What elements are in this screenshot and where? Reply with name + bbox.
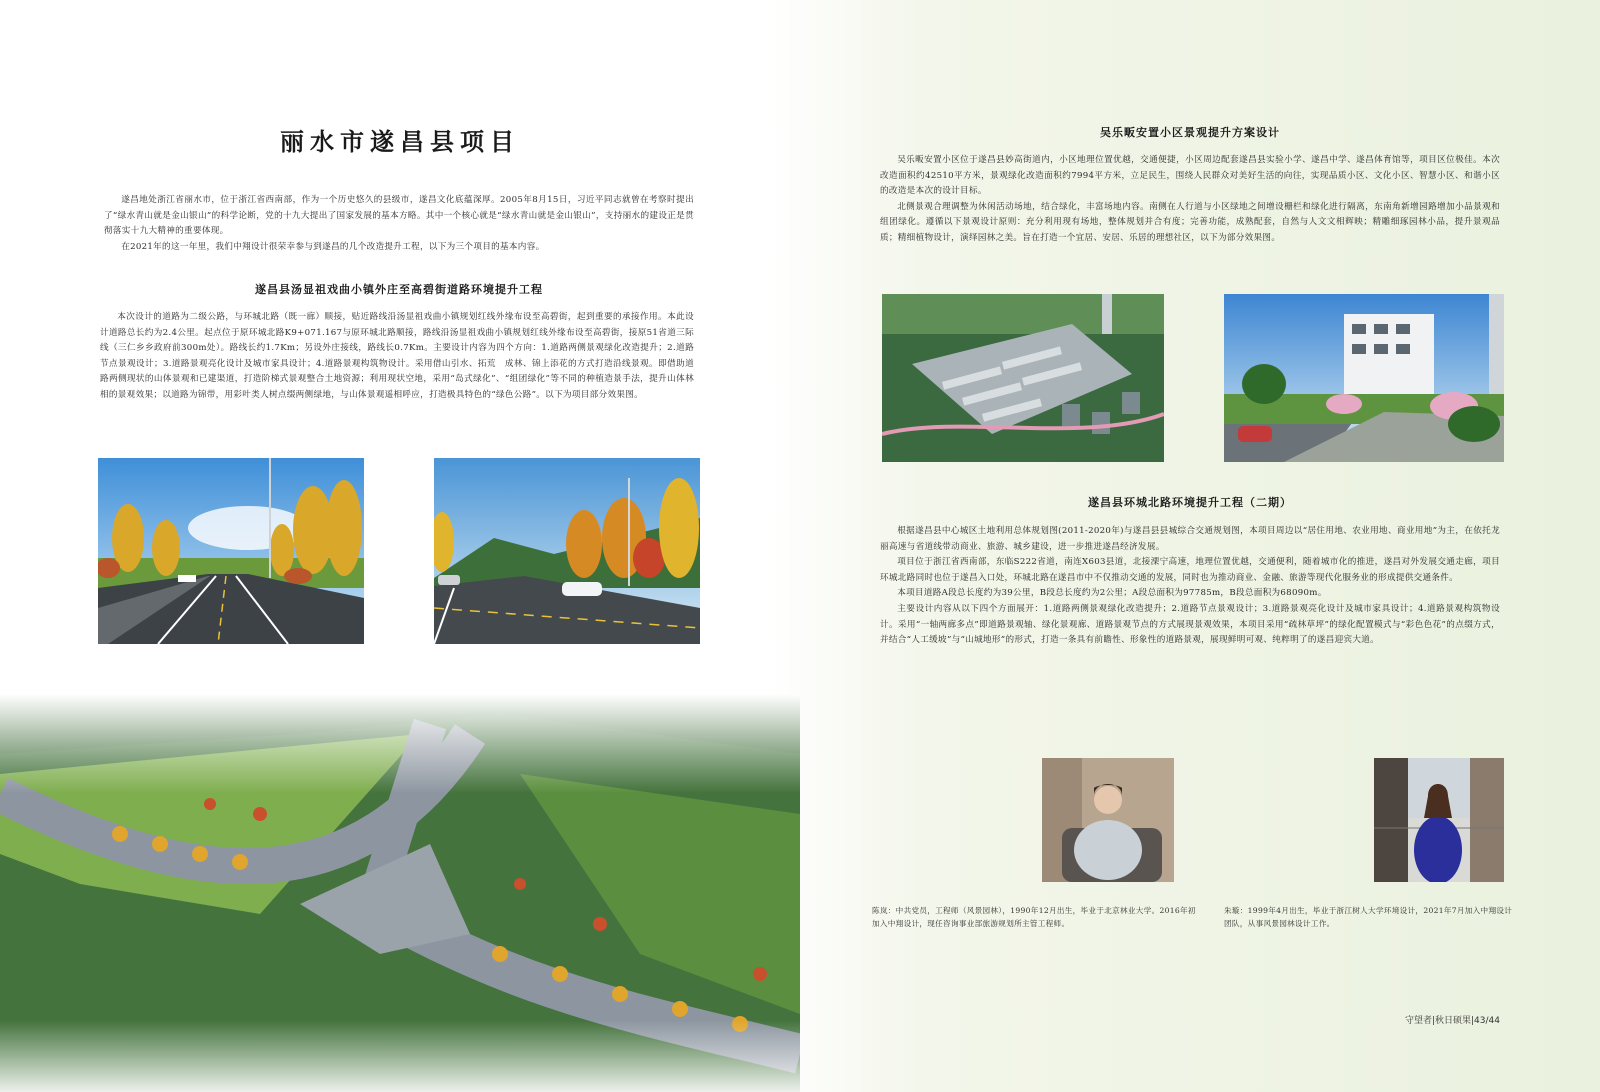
aerial-road-rendering-image bbox=[0, 694, 800, 1092]
section-paragraph: 本项目道路A段总长度约为39公里，B段总长度约为2公里；A段总面积为97785m，B段总面积为68090m。 bbox=[897, 588, 1327, 599]
section-paragraph: 主要设计内容从以下四个方面展开：1.道路两侧景观绿化改造提升；2.道路节点景观设计；3.道路景观亮化设计及城市家具设计；4.道路景观构筑物设计。采用“一轴两廊多点”即道路景观轴、绿化景观廊、道路景观节点的方式展现景观效果，本项目采用“疏林草坪”的绿化配置模式与“彩色色花”的点缀方式，并结合“人工缓坡”与“山城地形”的形式，打造一条具有前瞻性、形象性的道路景观，展现鲜明可观、纯粹明了的遂昌迎宾大道。 bbox=[880, 603, 1500, 646]
section-paragraph: 吴乐畈安置小区位于遂昌县妙高街道内，小区地理位置优越，交通便捷，小区周边配套遂昌县实验小学、遂昌中学、遂昌体育馆等，项目区位极佳。本次改造面积约42510平方米，景观绿化改造面积约7994平方米，立足民生，围绕人民群众对美好生活的向往，实现品质小区、文化小区、智慧小区、和谐小区的改造是本次的设计目标。 bbox=[880, 155, 1500, 197]
right-page bbox=[800, 0, 1600, 1092]
page-footer: 守望者|秋日硕果|43/44 bbox=[1404, 1016, 1500, 1026]
section-paragraph: 根据遂昌县中心城区土地利用总体规划图(2011-2020年)与遂昌县县城综合交通规划图，本项目周边以“居住用地、农业用地、商业用地”为主，在依托龙丽高速与省道线带动商业、旅游、城乡建设，进一步推进遂昌经济发展。 bbox=[880, 526, 1500, 552]
residential-aerial-image bbox=[882, 294, 1164, 462]
portrait-photo-2 bbox=[1374, 758, 1504, 882]
section-paragraph: 北侧景观合理调整为休闲活动场地，结合绿化，丰富场地内容。南侧在人行道与小区绿地之间增设栅栏和绿化进行隔离，东南角新增园路增加小品景观和组团绿化。遵循以下景观设计原则：充分利用现有场地，整体规划并合有度；完善功能，成熟配套，自然与人文文相辉映；精雕细琢园林小品，提升景观品质；精细植物设计，演绎园林之美。旨在打造一个宜居、安居、乐居的理想社区，以下为部分效果图。 bbox=[880, 201, 1500, 243]
road-rendering-image-1 bbox=[98, 458, 364, 644]
section-paragraph: 本次设计的道路为二级公路，与环城北路（既一廊）顺接，贴近路线沿汤显祖戏曲小镇规划红线外缘布设至高碧街，起到重要的承接作用。本此设计道路总长约为2.4公里。起点位于原环城北路K9+071.167与原环城北路顺接，路线沿汤显祖戏曲小镇规划红线外缘布设至高碧街，接原51省道三际线（三仁乡乡政府前300m处）。路线长约1.7Km；另设外庄接线，路线长0.7Km。主要设计内容为四个方向：1.道路两侧景观绿化改造提升；2.道路节点景观设计；3.道路景观亮化设计及城市家具设计；4.道路景观构筑物设计。采用借山引水、拓荒 成林、锦上添花的方式打造沿线景观。即借助道路两侧现状的山体景观和已建渠道，打造阶梯式景观整合土地资源；利用现状空地，采用“岛式绿化”、“组团绿化”等不同的种植造景手法，提升山体林相的景观效果；以道路为锦带，用彩叶类人树点缀两侧绿地，与山体景观遥相呼应，打造极具特色的“绿色公路”。以下为项目部分效果图。 bbox=[100, 312, 694, 400]
section-paragraph: 项目位于浙江省西南部，东临S222省道，南连X603县道，北接溧宁高速，地理位置优越，交通便利，随着城市化的推进，遂昌对外发展交通走廊，项目环城北路同时也位于遂昌入口处，环城北路在遂昌市中不仅推动交通的发展，同时也为推动商业、金融、旅游等现代化服务业的形成提供交通条件。 bbox=[880, 557, 1500, 583]
portrait-photo-1 bbox=[1042, 758, 1174, 882]
caption-zhu-xuan: 朱璇：1999年4月出生，毕业于浙江树人大学环境设计，2021年7月加入中翔设计团队，从事风景园林设计工作。 bbox=[1224, 906, 1513, 928]
intro-paragraph: 遂昌地处浙江省丽水市，位于浙江省西南部，作为一个历史悠久的县级市，遂昌文化底蕴深厚。2005年8月15日，习近平同志就曾在考察时提出了“绿水青山就是金山银山”的科学论断，党的十九大提出了国家发展的基本方略。其中一个核心就是“绿水青山就是金山银山”，支持丽水的建设正是贯彻落实十九大精神的重要体现。 bbox=[104, 195, 694, 237]
caption-chen-lan: 陈岚：中共党员，工程师（风景园林），1990年12月出生，毕业于北京林业大学。2016年初加入中翔设计，现任咨询事业部旅游规划所主管工程师。 bbox=[872, 906, 1196, 928]
section-title-wulefan: 吴乐畈安置小区景观提升方案设计 bbox=[1100, 126, 1280, 139]
intro-paragraph: 在2021年的这一年里，我们中翔设计很荣幸参与到遂昌的几个改造提升工程，以下为三个项目的基本内容。 bbox=[121, 241, 545, 252]
section-body-tangxianzu-road bbox=[100, 310, 694, 404]
road-rendering-image-2 bbox=[434, 458, 700, 644]
section-body-wulefan bbox=[880, 153, 1500, 247]
section-body-huancheng-road bbox=[880, 524, 1500, 649]
section-title-tangxianzu-road: 遂昌县汤显祖戏曲小镇外庄至高碧街道路环境提升工程 bbox=[255, 283, 543, 296]
section-title-huancheng-road: 遂昌县环城北路环境提升工程（二期） bbox=[1088, 496, 1292, 509]
page-title: 丽水市遂昌县项目 bbox=[280, 128, 520, 156]
residential-street-image bbox=[1224, 294, 1504, 462]
intro-text bbox=[104, 193, 694, 255]
